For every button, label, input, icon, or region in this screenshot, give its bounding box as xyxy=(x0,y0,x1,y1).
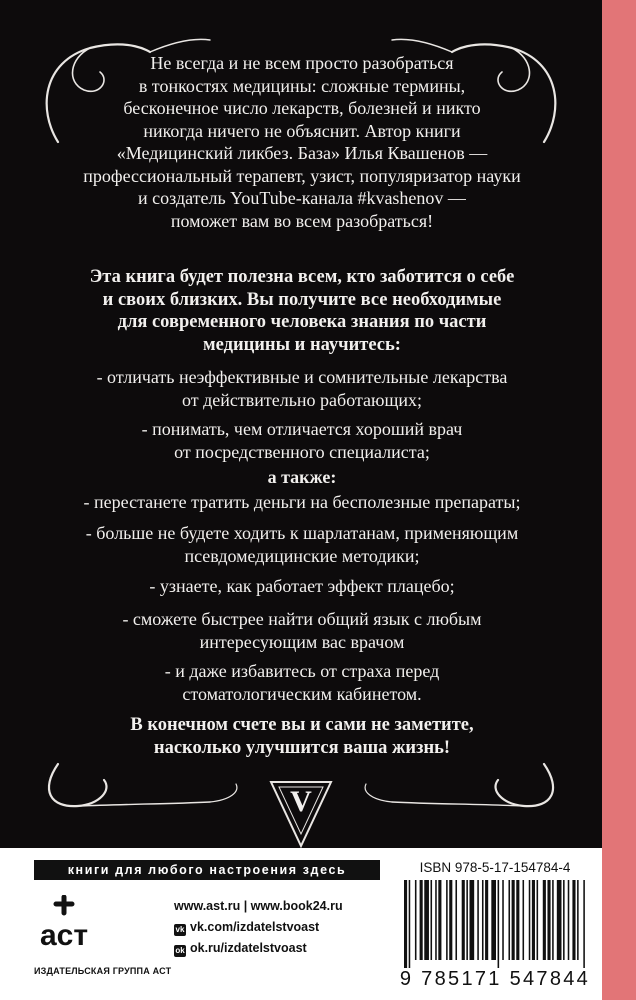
barcode-bar xyxy=(547,880,550,960)
tagline-bar: книги для любого настроения здесь xyxy=(34,860,380,880)
intro-line: «Медицинский ликбез. База» Илья Квашенов — xyxy=(116,143,488,163)
also-label: а также: xyxy=(267,467,337,487)
barcode-bar xyxy=(431,880,433,960)
barcode-bar xyxy=(449,880,452,960)
barcode-bar xyxy=(466,880,468,960)
publisher-name: ИЗДАТЕЛЬСКАЯ ГРУППА АСТ xyxy=(34,966,172,976)
barcode-bar xyxy=(502,880,504,960)
sites-link[interactable]: www.ast.ru | www.book24.ru xyxy=(174,899,343,913)
publisher-logo-icon xyxy=(34,895,94,955)
barcode-bar xyxy=(415,880,417,960)
closing-paragraph: В конечном счете вы и сами не заметите, насколько улучшится ваша жизнь! xyxy=(130,715,474,758)
barcode-bar xyxy=(532,880,535,960)
intro-line: профессиональный терапевт, узист, популяризатор науки xyxy=(83,165,521,186)
benefit-line: Эта книга будет полезна всем, кто заботится о себе xyxy=(89,267,515,287)
barcode-bar xyxy=(568,880,570,960)
barcode-bar xyxy=(409,880,411,968)
barcode-bar xyxy=(512,880,515,960)
barcode-bar xyxy=(508,880,510,960)
flourish-bottom-left xyxy=(49,764,107,806)
barcode-bar xyxy=(420,880,423,960)
barcode-bar xyxy=(583,880,585,968)
barcode-bar xyxy=(477,880,479,960)
barcode-bar xyxy=(552,880,554,960)
barcode-bar xyxy=(563,880,565,960)
barcode-bar xyxy=(469,880,474,960)
barcode-bar xyxy=(424,880,429,960)
barcode-bar xyxy=(446,880,448,960)
intro-line: Не всегда и не всем просто разобраться xyxy=(150,53,454,73)
benefit-paragraph xyxy=(60,266,544,356)
barcode-bar xyxy=(572,880,575,960)
also-item-3: - узнаете, как работает эффект плацебо; xyxy=(149,576,455,596)
intro-line: и создатель YouTube-канала #kvashenov — xyxy=(138,188,466,208)
flourish-bottom-right xyxy=(496,764,554,806)
emblem-letter: V xyxy=(290,785,312,818)
vk-link-row[interactable]: vk vk.com/izdatelstvoast xyxy=(175,920,320,934)
barcode-bar xyxy=(557,880,562,960)
vk-icon: vk xyxy=(175,925,185,934)
barcode-bar xyxy=(435,880,437,960)
barcode-bar xyxy=(543,880,546,960)
barcode-bar xyxy=(498,880,500,968)
learn-item-1: - отличать неэффективные и сомнительные лекарства от действительно работающих; xyxy=(96,367,508,410)
spine-strip xyxy=(602,0,636,1000)
barcode-bar xyxy=(485,880,488,960)
barcode-bar xyxy=(462,880,465,960)
barcode-bar xyxy=(404,880,407,968)
ok-link-row[interactable]: ok ok.ru/izdatelstvoast xyxy=(175,941,307,955)
publisher-links xyxy=(174,897,343,960)
barcode-bar xyxy=(491,880,496,960)
learn-item-2: - понимать, чем отличается хороший врач от посредственного специалиста; xyxy=(141,419,463,462)
barcode-bar xyxy=(529,880,531,960)
ok-icon: ok xyxy=(175,946,185,955)
barcode-bar xyxy=(537,880,539,960)
barcode-bar xyxy=(516,880,519,960)
intro-line: бесконечное число лекарств, болезней и никто xyxy=(123,98,481,118)
benefit-line: медицины и научитесь: xyxy=(203,334,401,355)
also-item-2: - больше не будете ходить к шарлатанам, применяющим псевдомедицинские методики; xyxy=(85,523,519,566)
also-item-4: - сможете быстрее найти общий язык с любым интересующим вас врачом xyxy=(122,609,482,652)
intro-line: в тонкостях медицины: сложные термины, xyxy=(138,75,466,96)
intro-line: поможет вам во всем разобраться! xyxy=(170,210,434,231)
barcode-bar xyxy=(455,880,457,960)
barcode-bar xyxy=(523,880,525,960)
barcode-bar xyxy=(577,880,579,960)
also-item-5: - и даже избавитесь от страха перед стоматологическим кабинетом. xyxy=(164,661,440,704)
intro-line: никогда ничего не объяснит. Автор книги xyxy=(143,120,461,141)
ean-digits: 9 785171 547844 xyxy=(399,968,591,990)
barcode-bar xyxy=(438,880,441,960)
also-item-1: - перестанете тратить деньги на бесполезные препараты; xyxy=(83,492,521,512)
barcode-bar xyxy=(482,880,484,960)
benefit-line: и своих близких. Вы получите все необходимые xyxy=(102,289,502,310)
isbn-text: ISBN 978-5-17-154784-4 xyxy=(419,860,571,875)
intro-paragraph xyxy=(60,52,544,232)
benefit-line: для современного человека знания по части xyxy=(117,312,487,332)
barcode-icon xyxy=(404,880,588,968)
publisher-logo-text: аст xyxy=(39,919,89,952)
